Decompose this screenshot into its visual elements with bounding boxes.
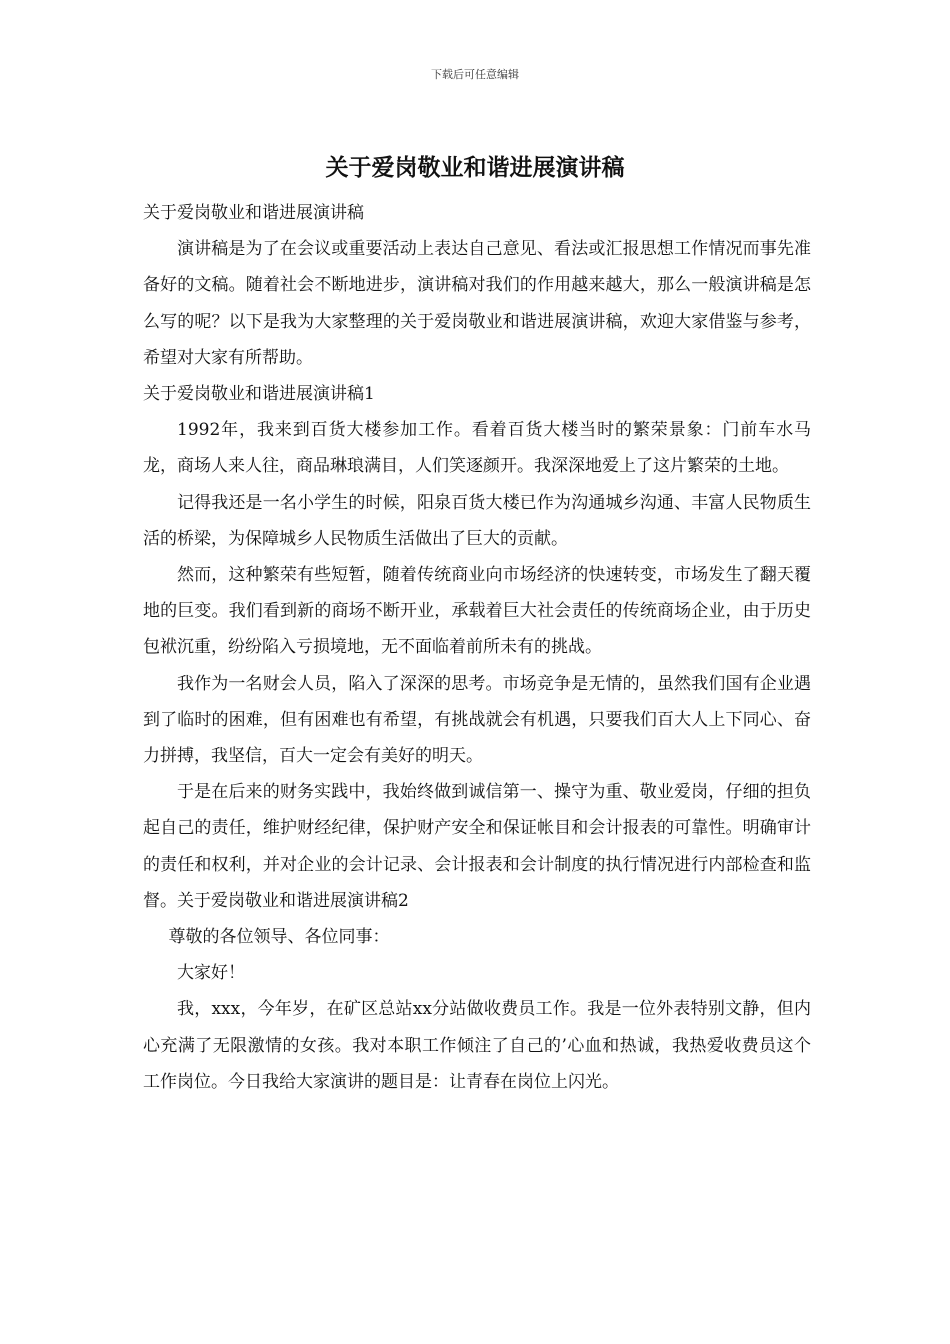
header-note: 下载后可任意编辑 [431,68,519,81]
document-title: 关于爱岗敬业和谐进展演讲稿 [325,154,625,181]
intro-paragraph: 演讲稿是为了在会议或重要活动上表达自己意见、看法或汇报思想工作情况而事先准备好的文稿。随着社会不断地进步，演讲稿对我们的作用越来越大，那么一般演讲稿是怎么写的呢？以下是我为大家整理的关于爱岗敬业和谐进展演讲稿，欢迎大家借鉴与参考，希望对大家有所帮助。 [143,239,811,368]
body-paragraph: 于是在后来的财务实践中，我始终做到诚信第一、操守为重、敬业爱岗，仔细的担负起自己的责任，维护财经纪律，保护财产安全和保证帐目和会计报表的可靠性。明确审计的责任和权利，并对企业的会计记录、会计报表和会计制度的执行情况进行内部检查和监督。关于爱岗敬业和谐进展演讲稿2 [143,782,811,911]
section-heading-1: 关于爱岗敬业和谐进展演讲稿1 [143,384,375,405]
body-paragraph: 1992年，我来到百货大楼参加工作。看着百货大楼当时的繁荣景象：门前车水马龙，商场人来人往，商品琳琅满目，人们笑逐颜开。我深深地爱上了这片繁荣的土地。 [143,420,811,477]
document-body [143,195,811,1100]
subtitle-line: 关于爱岗敬业和谐进展演讲稿 [143,203,364,223]
body-paragraph: 然而，这种繁荣有些短暂，随着传统商业向市场经济的快速转变，市场发生了翻天覆地的巨变。我们看到新的商场不断开业，承载着巨大社会责任的传统商场企业，由于历史包袱沉重，纷纷陷入亏损境地，无不面临着前所未有的挑战。 [143,565,811,658]
body-paragraph: 我，xxx，今年岁，在矿区总站xx分站做收费员工作。我是一位外表特别文静，但内心充满了无限激情的女孩。我对本职工作倾注了自己的’心血和热诚，我热爱收费员这个工作岗位。今日我给大家演讲的题目是：让青春在岗位上闪光。 [143,999,811,1092]
greeting: 大家好！ [177,963,245,984]
body-paragraph: 记得我还是一名小学生的时候，阳泉百货大楼已作为沟通城乡沟通、丰富人民物质生活的桥梁，为保障城乡人民物质生活做出了巨大的贡献。 [143,492,811,549]
body-paragraph: 我作为一名财会人员，陷入了深深的思考。市场竞争是无情的，虽然我们国有企业遇到了临时的困难，但有困难也有希望，有挑战就会有机遇，只要我们百大人上下同心、奋力拼搏，我坚信，百大一定会有美好的明天。 [143,673,811,767]
salutation: 尊敬的各位领导、各位同事： [168,927,390,948]
